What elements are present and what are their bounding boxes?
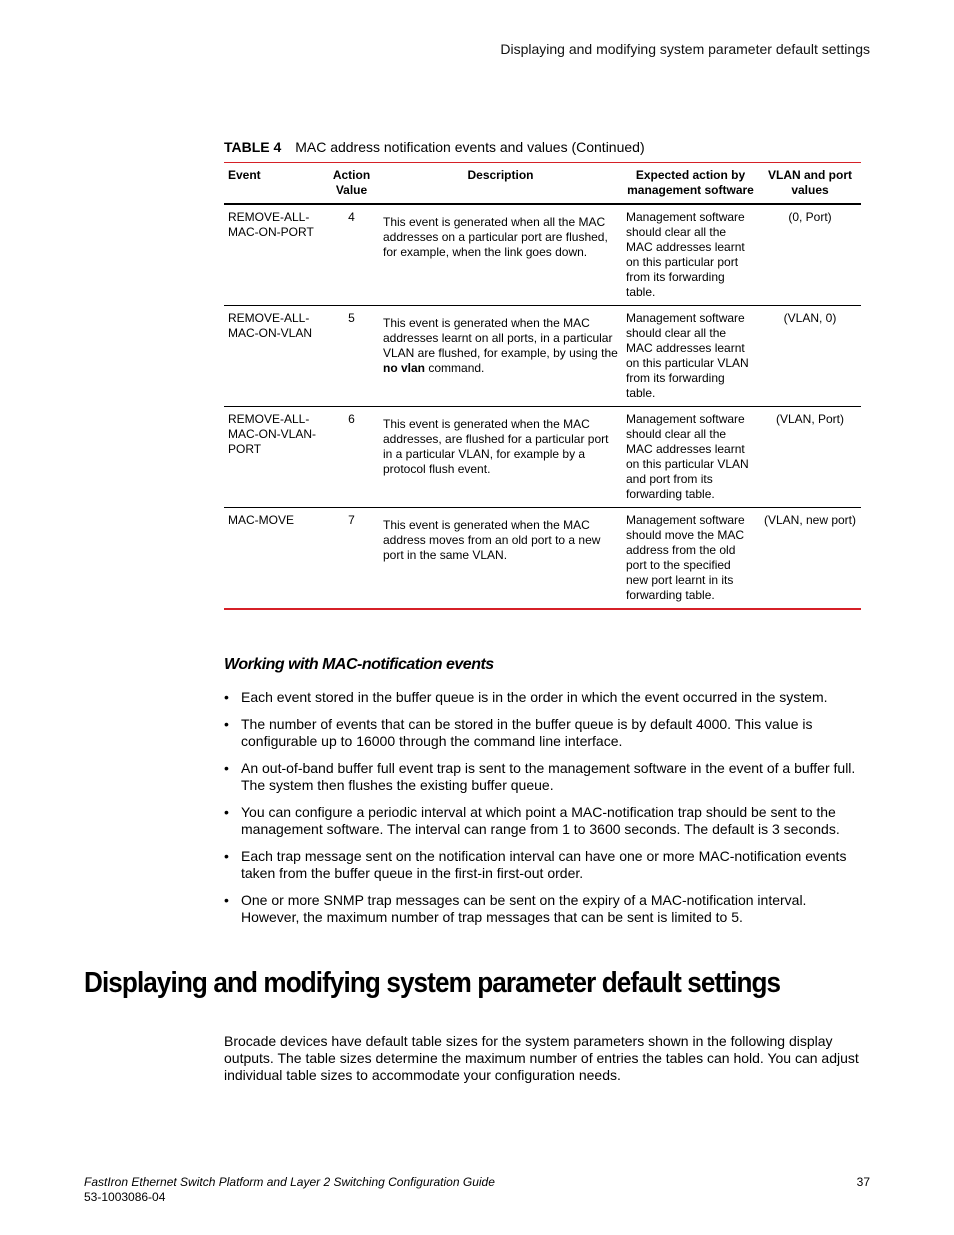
cell-vlan-port: (0, Port) (759, 204, 861, 306)
list-item-text: An out-of-band buffer full event trap is sent to the management software in the event of a buffer full. The system then flushes the existing buffer queue. (241, 760, 856, 793)
cell-description (379, 306, 622, 407)
cell-event: REMOVE-ALL-MAC-ON-VLAN-PORT (224, 407, 324, 508)
cell-value: 5 (324, 306, 379, 407)
bullet-icon: • (224, 716, 229, 732)
cell-event: REMOVE-ALL-MAC-ON-VLAN (224, 306, 324, 407)
list-item-text: Each trap message sent on the notification interval can have one or more MAC-notification events taken from the buffer queue in the first-in first-out order. (241, 848, 847, 881)
cell-vlan-port: (VLAN, new port) (763, 513, 857, 527)
running-header: Displaying and modifying system parameter default settings (500, 41, 870, 57)
table-header-row (224, 163, 861, 204)
cell-value: 6 (324, 407, 379, 508)
table-caption-text: MAC address notification events and values (Continued) (295, 139, 645, 155)
footer-page-number: 37 (856, 1175, 870, 1189)
list-item (224, 760, 864, 794)
cell-expected: Management software should clear all the MAC addresses learnt on this particular VLAN and port from its forwarding table. (622, 407, 759, 508)
bullet-list (224, 689, 864, 936)
header-vlan-port: VLAN and port values (759, 163, 861, 204)
bullet-icon: • (224, 760, 229, 776)
description-text: command. (425, 361, 485, 375)
main-heading: Displaying and modifying system parameter default settings (84, 967, 781, 999)
bullet-icon: • (224, 689, 229, 705)
footer-guide-title: FastIron Ethernet Switch Platform and Layer 2 Switching Configuration Guide (84, 1175, 495, 1189)
cell-description: This event is generated when the MAC address moves from an old port to a new port in the same VLAN. (383, 518, 601, 562)
table-row (224, 407, 861, 508)
mac-notification-table (224, 162, 861, 610)
description-text: This event is generated when the MAC addresses learnt on all ports, in a particular VLAN are flushed, for example, by using the (383, 316, 618, 360)
list-item-text: Each event stored in the buffer queue is in the order in which the event occurred in the system. (241, 689, 828, 705)
cell-event: MAC-MOVE (228, 513, 294, 527)
list-item (224, 848, 864, 882)
cell-vlan-port: (VLAN, 0) (759, 306, 861, 407)
cell-expected: Management software should clear all the MAC addresses learnt on this particular port from its forwarding table. (622, 204, 759, 306)
list-item-text: You can configure a periodic interval at which point a MAC-notification trap should be sent to the management software. The interval can range from 1 to 3600 seconds. The default is 3 seconds. (241, 804, 840, 837)
cell-value: 4 (324, 204, 379, 306)
header-event: Event (224, 163, 324, 204)
section-title: Working with MAC-notification events (224, 656, 494, 673)
cell-expected: Management software should move the MAC address from the old port to the specified new port learnt in its forwarding table. (626, 513, 745, 602)
list-item (224, 804, 864, 838)
list-item (224, 716, 864, 750)
bullet-icon: • (224, 848, 229, 864)
list-item-text: One or more SNMP trap messages can be sent on the expiry of a MAC-notification interval. However, the maximum number of trap messages that can be sent is limited to 5. (241, 892, 807, 925)
cell-expected: Management software should clear all the MAC addresses learnt on this particular VLAN from its forwarding table. (622, 306, 759, 407)
list-item-text: The number of events that can be stored in the buffer queue is by default 4000. This value is configurable up to 16000 through the command line interface. (241, 716, 813, 749)
table-row (224, 508, 861, 609)
command-keyword: no vlan (383, 361, 426, 375)
header-description: Description (379, 163, 622, 204)
list-item (224, 689, 864, 706)
table-caption-label: TABLE 4 (224, 139, 282, 155)
cell-value: 7 (348, 513, 355, 527)
list-item (224, 892, 864, 926)
intro-paragraph: Brocade devices have default table sizes for the system parameters shown in the following display outputs. The table sizes determine the maximum number of entries the tables can hold. You can adjust individual table sizes to accommodate your configuration needs. (224, 1033, 859, 1083)
cell-vlan-port: (VLAN, Port) (759, 407, 861, 508)
table-caption (224, 139, 645, 155)
cell-description: This event is generated when the MAC addresses, are flushed for a particular port in a particular VLAN, for example by a protocol flush event. (379, 407, 622, 508)
header-expected-action: Expected action by management software (622, 163, 759, 204)
table-row (224, 204, 861, 306)
bullet-icon: • (224, 892, 229, 908)
footer-doc-info (84, 1175, 495, 1205)
footer-doc-number: 53-1003086-04 (84, 1190, 166, 1204)
header-action-value: Action Value (324, 163, 379, 204)
cell-event: REMOVE-ALL-MAC-ON-PORT (224, 204, 324, 306)
table-row (224, 306, 861, 407)
bullet-icon: • (224, 804, 229, 820)
cell-description: This event is generated when all the MAC addresses on a particular port are flushed, for example, when the link goes down. (379, 204, 622, 306)
